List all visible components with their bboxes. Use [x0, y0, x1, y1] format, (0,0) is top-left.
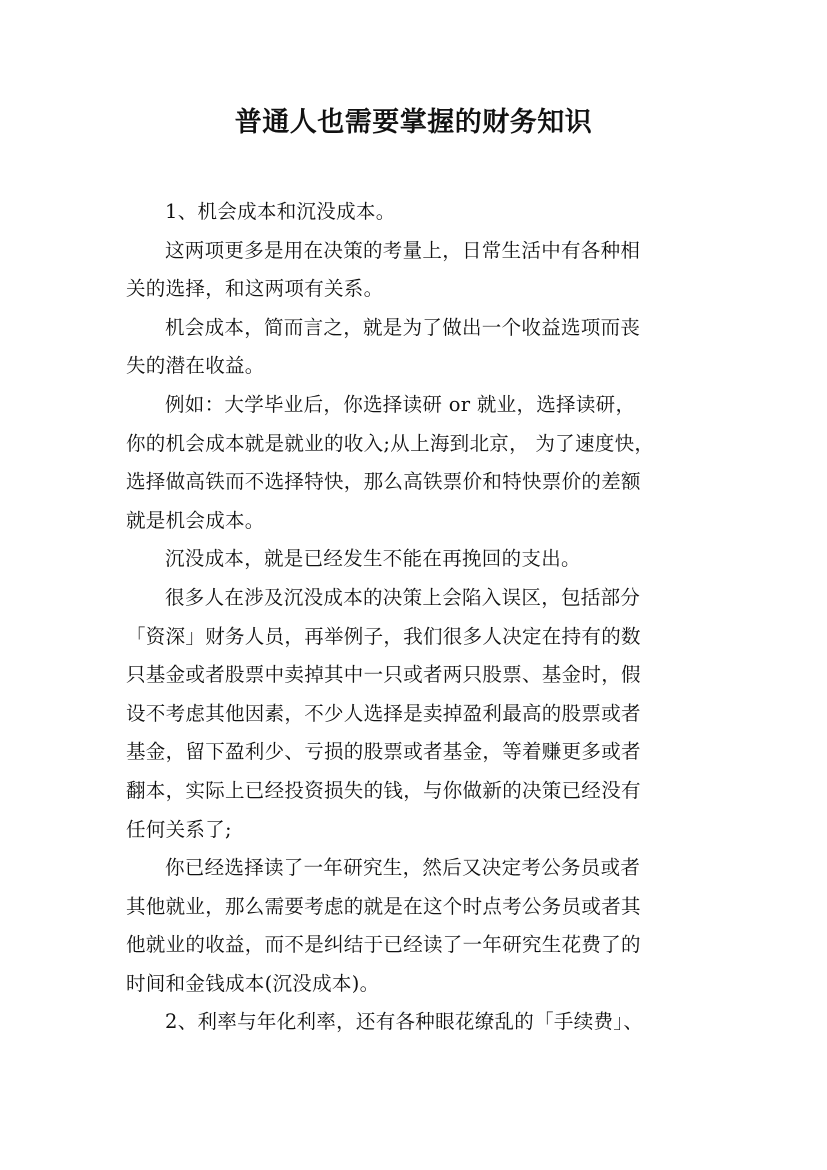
paragraph — [126, 232, 704, 309]
paragraph — [126, 540, 704, 579]
text-line: 基金，留下盈利少、亏损的股票或者基金，等着赚更多或者 — [126, 740, 641, 764]
text-line: 时间和金钱成本(沉没成本)。 — [126, 971, 380, 995]
text-line: 失的潜在收益。 — [126, 354, 265, 378]
text-line: 你已经选择读了一年研究生，然后又决定考公务员或者 — [165, 856, 641, 880]
text-line: 「资深」财务人员，再举例子，我们很多人决定在持有的数 — [126, 624, 641, 648]
text-line: 很多人在涉及沉没成本的决策上会陷入误区，包括部分 — [165, 585, 641, 609]
paragraph — [126, 386, 704, 540]
text-line: 你的机会成本就是就业的收入;从上海到北京， 为了速度快， — [126, 431, 655, 455]
paragraph — [126, 1003, 704, 1042]
paragraph — [126, 579, 704, 849]
text-line: 关的选择，和这两项有关系。 — [126, 277, 384, 301]
text-line: 这两项更多是用在决策的考量上，日常生活中有各种相 — [165, 238, 641, 262]
text-line: 设不考虑其他因素，不少人选择是卖掉盈利最高的股票或者 — [126, 701, 641, 725]
text-line: 其他就业，那么需要考虑的就是在这个时点考公务员或者其 — [126, 894, 641, 918]
text-line: 机会成本，简而言之，就是为了做出一个收益选项而丧 — [165, 315, 641, 339]
paragraph — [126, 193, 704, 232]
text-line: 例如：大学毕业后，你选择读研 or 就业，选择读研， — [165, 392, 636, 416]
paragraph — [126, 309, 704, 386]
text-line: 选择做高铁而不选择特快，那么高铁票价和特快票价的差额 — [126, 470, 641, 494]
text-line: 翻本，实际上已经投资损失的钱，与你做新的决策已经没有 — [126, 778, 641, 802]
text-line: 2、利率与年化利率，还有各种眼花缭乱的「手续费」、 — [165, 1010, 644, 1034]
text-line: 沉没成本，就是已经发生不能在再挽回的支出。 — [165, 547, 581, 571]
document-title: 普通人也需要掌握的财务知识 — [234, 107, 593, 138]
text-line: 就是机会成本。 — [126, 508, 265, 532]
document-body — [126, 193, 704, 1042]
text-line: 1、机会成本和沉没成本。 — [165, 200, 396, 223]
text-line: 任何关系了; — [126, 817, 232, 841]
paragraph — [126, 849, 704, 1003]
text-line: 只基金或者股票中卖掉其中一只或者两只股票、基金时，假 — [126, 663, 641, 687]
text-line: 他就业的收益，而不是纠结于已经读了一年研究生花费了的 — [126, 933, 641, 957]
